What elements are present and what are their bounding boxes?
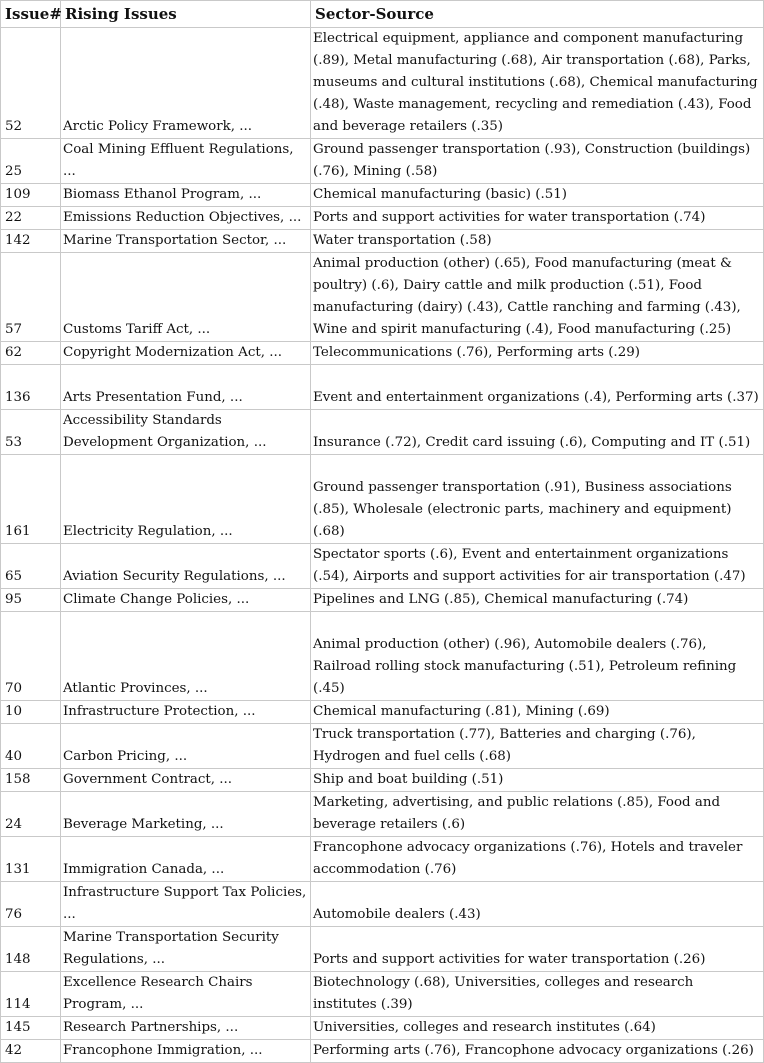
table-row [1,184,764,207]
rising-issue-cell: Marine Transportation Security Regulations, ... [61,927,311,972]
rising-issue-cell: Arctic Policy Framework, ... [61,28,311,139]
table-row [1,701,764,724]
sector-source-cell: Chemical manufacturing (basic) (.51) [311,184,764,207]
issue-number-cell: 145 [1,1017,61,1040]
sector-source-cell: Ship and boat building (.51) [311,769,764,792]
issue-number-cell: 53 [1,410,61,455]
rising-issue-cell: Emissions Reduction Objectives, ... [61,207,311,230]
rising-issue-cell: Climate Change Policies, ... [61,589,311,612]
issue-number-cell: 52 [1,28,61,139]
issue-number-cell: 136 [1,365,61,410]
sector-source-cell: Event and entertainment organizations (.4), Performing arts (.37) [311,365,764,410]
rising-issue-cell: Aviation Security Regulations, ... [61,544,311,589]
sector-source-cell: Electrical equipment, appliance and component manufacturing (.89), Metal manufacturing (.68), Air transportation (.68), Parks, museums and cultural institutions (.68), Chemical manufacturing (.48), Waste management, recycling and remediation (.43), Food and beverage retailers (.35) [311,28,764,139]
table-row [1,544,764,589]
table-row [1,207,764,230]
table-row [1,28,764,139]
sector-source-cell: Pipelines and LNG (.85), Chemical manufacturing (.74) [311,589,764,612]
table-row [1,139,764,184]
issue-number-cell: 62 [1,342,61,365]
table-row [1,724,764,769]
issue-number-cell: 148 [1,927,61,972]
rising-issue-cell: Beverage Marketing, ... [61,792,311,837]
table-row [1,589,764,612]
issue-number-cell: 161 [1,455,61,544]
table-row [1,410,764,455]
rising-issue-cell: Atlantic Provinces, ... [61,612,311,701]
issue-number-cell: 10 [1,701,61,724]
rising-issue-cell: Arts Presentation Fund, ... [61,365,311,410]
table-row [1,882,764,927]
issue-number-cell: 142 [1,230,61,253]
sector-source-cell: Automobile dealers (.43) [311,882,764,927]
issue-number-cell: 65 [1,544,61,589]
sector-source-cell: Universities, colleges and research institutes (.64) [311,1017,764,1040]
sector-source-cell: Biotechnology (.68), Universities, colleges and research institutes (.39) [311,972,764,1017]
sector-source-cell: Insurance (.72), Credit card issuing (.6), Computing and IT (.51) [311,410,764,455]
table-row [1,1017,764,1040]
header-issue-number: Issue# [1,1,61,28]
table-row [1,455,764,544]
table-row [1,612,764,701]
issue-number-cell: 76 [1,882,61,927]
rising-issue-cell: Accessibility Standards Development Organization, ... [61,410,311,455]
rising-issue-cell: Carbon Pricing, ... [61,724,311,769]
rising-issue-cell: Copyright Modernization Act, ... [61,342,311,365]
issue-number-cell: 114 [1,972,61,1017]
rising-issue-cell: Infrastructure Protection, ... [61,701,311,724]
issue-number-cell: 57 [1,253,61,342]
sector-source-cell: Spectator sports (.6), Event and entertainment organizations (.54), Airports and support activities for air transportation (.47) [311,544,764,589]
issue-number-cell: 24 [1,792,61,837]
sector-source-cell: Water transportation (.58) [311,230,764,253]
table-row [1,769,764,792]
table-row [1,927,764,972]
table-row [1,792,764,837]
rising-issue-cell: Customs Tariff Act, ... [61,253,311,342]
sector-source-cell: Ports and support activities for water transportation (.26) [311,927,764,972]
rising-issue-cell: Coal Mining Effluent Regulations, ... [61,139,311,184]
header-row [1,1,764,28]
table-row [1,342,764,365]
sector-source-cell: Performing arts (.76), Francophone advocacy organizations (.26) [311,1040,764,1063]
sector-source-cell: Telecommunications (.76), Performing arts (.29) [311,342,764,365]
sector-source-cell: Ground passenger transportation (.91), Business associations (.85), Wholesale (electronic parts, machinery and equipment) (.68) [311,455,764,544]
issue-number-cell: 25 [1,139,61,184]
rising-issue-cell: Research Partnerships, ... [61,1017,311,1040]
issue-number-cell: 131 [1,837,61,882]
issue-number-cell: 42 [1,1040,61,1063]
table-row [1,365,764,410]
issue-number-cell: 109 [1,184,61,207]
sector-source-cell: Chemical manufacturing (.81), Mining (.69) [311,701,764,724]
sector-source-cell: Animal production (other) (.96), Automobile dealers (.76), Railroad rolling stock manufacturing (.51), Petroleum refining (.45) [311,612,764,701]
rising-issue-cell: Electricity Regulation, ... [61,455,311,544]
issue-number-cell: 70 [1,612,61,701]
sector-source-cell: Truck transportation (.77), Batteries and charging (.76), Hydrogen and fuel cells (.68) [311,724,764,769]
issue-number-cell: 40 [1,724,61,769]
table-row [1,972,764,1017]
header-rising-issues: Rising Issues [61,1,311,28]
rising-issue-cell: Immigration Canada, ... [61,837,311,882]
issue-number-cell: 158 [1,769,61,792]
table-row [1,230,764,253]
sector-source-cell: Ground passenger transportation (.93), Construction (buildings) (.76), Mining (.58) [311,139,764,184]
rising-issue-cell: Government Contract, ... [61,769,311,792]
rising-issue-cell: Biomass Ethanol Program, ... [61,184,311,207]
issue-number-cell: 22 [1,207,61,230]
sector-source-cell: Francophone advocacy organizations (.76), Hotels and traveler accommodation (.76) [311,837,764,882]
table-row [1,1040,764,1063]
table-row [1,837,764,882]
issue-number-cell: 95 [1,589,61,612]
header-sector-source: Sector-Source [311,1,764,28]
sector-source-cell: Marketing, advertising, and public relations (.85), Food and beverage retailers (.6) [311,792,764,837]
table-row [1,253,764,342]
rising-issue-cell: Infrastructure Support Tax Policies, ... [61,882,311,927]
rising-issue-cell: Marine Transportation Sector, ... [61,230,311,253]
sector-source-cell: Animal production (other) (.65), Food manufacturing (meat & poultry) (.6), Dairy cattle and milk production (.51), Food manufacturing (dairy) (.43), Cattle ranching and farming (.43), Wine and spirit manufacturing (.4), Food manufacturing (.25) [311,253,764,342]
rising-issue-cell: Francophone Immigration, ... [61,1040,311,1063]
rising-issue-cell: Excellence Research Chairs Program, ... [61,972,311,1017]
sector-source-cell: Ports and support activities for water transportation (.74) [311,207,764,230]
